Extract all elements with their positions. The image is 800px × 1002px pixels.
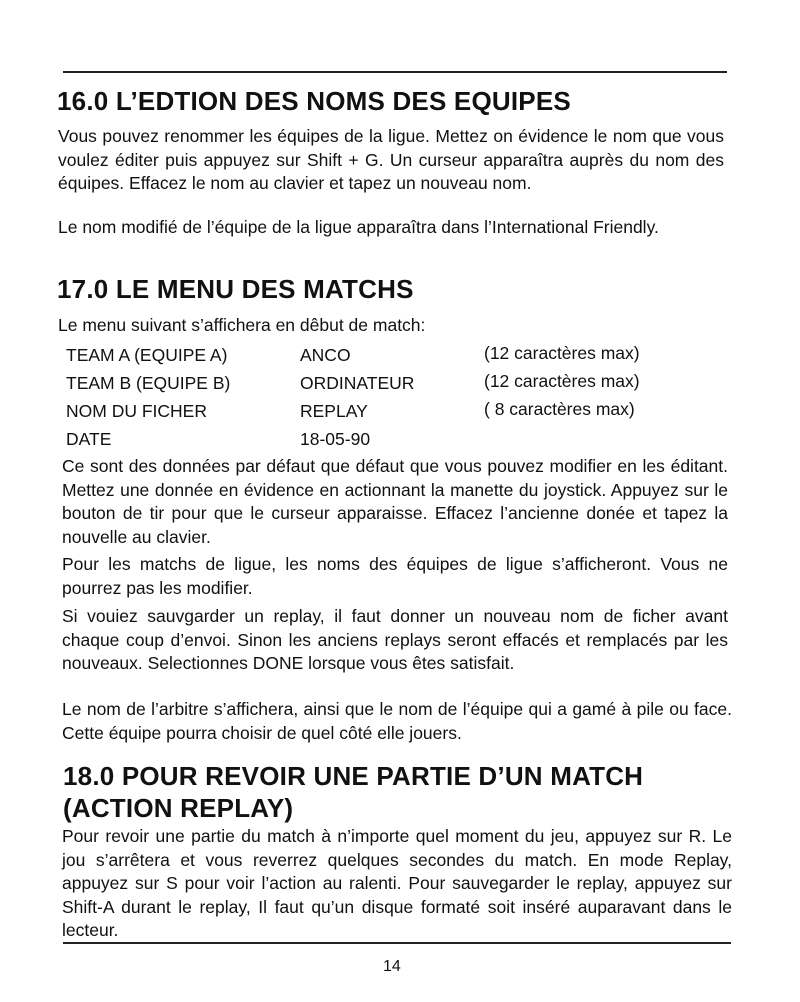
- section-17-paragraph-1: Ce sont des données par défaut que défaut que vous pouvez modifier en les éditant. Mettez une donnée en évidence en actionnant la manette du joystick. Appuyez sur le bouton de tir pour que le curseur apparaisse. Effacez l’ancienne donée et tapez la nouvelle au clavier.: [62, 456, 728, 547]
- menu-row-4-value: 18-05-90: [300, 429, 371, 449]
- menu-row-1-label: TEAM A (EQUIPE A): [66, 345, 228, 365]
- bottom-rule: [63, 942, 731, 944]
- section-16-paragraph-1: Vous pouvez renommer les équipes de la ligue. Mettez on évidence le nom que vous voulez éditer puis appuyez sur Shift + G. Un curseur apparaîtra auprès du nom des équipes. Effacez le nom au clavier et tapez un nouveau nom.: [58, 126, 724, 193]
- menu-row-2-value: ORDINATEUR: [300, 373, 415, 393]
- section-18-title-line-1: 18.0 POUR REVOIR UNE PARTIE D’UN MATCH: [63, 761, 644, 791]
- menu-row-3-note: ( 8 caractères max): [484, 399, 635, 419]
- menu-row-1-value: ANCO: [300, 345, 351, 365]
- section-17-paragraph-2: Pour les matchs de ligue, les noms des équipes de ligue s’afficheront. Vous ne pourrez pas les modifier.: [62, 554, 728, 598]
- menu-row-2-note: (12 caractères max): [484, 371, 640, 391]
- menu-row-4-label: DATE: [66, 429, 112, 449]
- section-17-intro: Le menu suivant s’affichera en dêbut de match:: [58, 315, 426, 335]
- section-17-paragraph-4: Le nom de l’arbitre s’affichera, ainsi que le nom de l’équipe qui a gamé à pile ou face. Cette équipe pourra choisir de quel côté elle jouers.: [62, 699, 732, 743]
- menu-row-3-label: NOM DU FICHER: [66, 401, 207, 421]
- menu-row-2-label: TEAM B (EQUIPE B): [66, 373, 231, 393]
- section-18-title-line-2: (ACTION REPLAY): [63, 793, 294, 823]
- section-16-title: 16.0 L’EDTION DES NOMS DES EQUIPES: [57, 86, 571, 116]
- page-number: 14: [383, 958, 401, 975]
- section-17-paragraph-3: Si vouiez sauvgarder un replay, il faut donner un nouveau nom de ficher avant chaque coup d’envoi. Sinon les anciens replays seront effacés et remplacés par les nouveaux. Selectionnes DONE lorsque vous êtes satisfait.: [62, 606, 728, 673]
- top-rule: [63, 71, 727, 73]
- section-18-paragraph-1: Pour revoir une partie du match à n’importe quel moment du jeu, appuyez sur R. Le jou s’arrêtera et vous reverrez quelques secondes du match. En mode Replay, appuyez sur S pour voir l’action au ralenti. Pour sauvegarder le replay, appuyez sur Shift-A durant le replay, Il faut qu’un disque formaté soit inséré auparavant dans le lecteur.: [62, 826, 732, 940]
- menu-row-3-value: REPLAY: [300, 401, 368, 421]
- section-16-paragraph-2: Le nom modifié de l’équipe de la ligue apparaîtra dans l’International Friendly.: [58, 217, 659, 237]
- menu-row-1-note: (12 caractères max): [484, 343, 640, 363]
- section-17-title: 17.0 LE MENU DES MATCHS: [57, 274, 414, 304]
